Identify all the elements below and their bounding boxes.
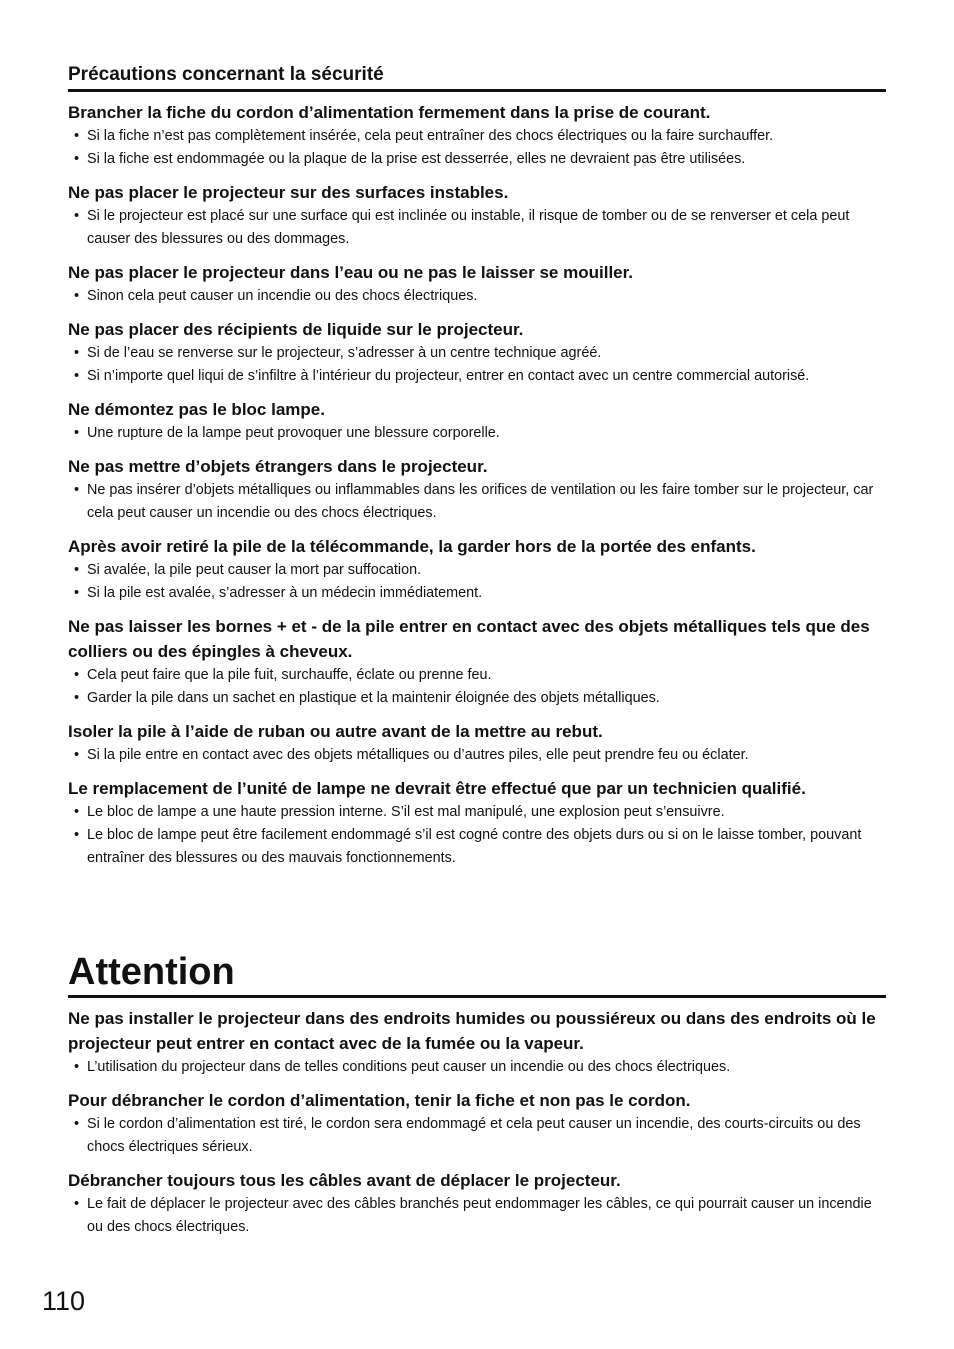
bullet-item: • Si le projecteur est placé sur une surface qui est inclinée ou instable, il risque de tomber ou de se renverser et cela peut causer des blessures ou des dommages. (68, 205, 886, 251)
bullet-list (68, 1056, 886, 1079)
safety-block-title: Ne pas mettre d’objets étrangers dans le projecteur. (68, 457, 488, 476)
bullet-list (68, 744, 886, 767)
bullet-list (68, 559, 886, 605)
attention-block-title: Ne pas installer le projecteur dans des endroits humides ou poussiéreux ou dans des endroits où le projecteur peut entrer en contact avec de la fumée ou la vapeur. (68, 1009, 876, 1053)
bullet-item: • Garder la pile dans un sachet en plastique et la maintenir éloignée des objets métalliques. (68, 687, 886, 710)
document-page (68, 62, 886, 1248)
safety-block (68, 260, 886, 308)
safety-block-title: Ne pas laisser les bornes + et - de la pile entrer en contact avec des objets métalliques tels que des colliers ou des épingles à cheveux. (68, 617, 870, 661)
safety-section-title: Précautions concernant la sécurité (68, 62, 886, 92)
safety-block (68, 397, 886, 445)
safety-block-title: Le remplacement de l’unité de lampe ne devrait être effectué que par un technicien qualifié. (68, 779, 806, 798)
bullet-list (68, 285, 886, 308)
bullet-item: • Le fait de déplacer le projecteur avec des câbles branchés peut endommager les câbles, ce qui pourrait causer un incendie ou des chocs électriques. (68, 1193, 886, 1239)
bullet-list (68, 479, 886, 525)
safety-block-title: Après avoir retiré la pile de la télécommande, la garder hors de la portée des enfants. (68, 537, 756, 556)
safety-block (68, 317, 886, 388)
safety-block-title: Brancher la fiche du cordon d’alimentation fermement dans la prise de courant. (68, 103, 711, 122)
bullet-item: • Une rupture de la lampe peut provoquer une blessure corporelle. (68, 422, 886, 445)
bullet-item: • Si avalée, la pile peut causer la mort par suffocation. (68, 559, 886, 582)
bullet-list (68, 125, 886, 171)
section-spacer (68, 879, 886, 949)
bullet-item: • Si la fiche est endommagée ou la plaque de la prise est desserrée, elles ne devraient pas être utilisées. (68, 148, 886, 171)
safety-block (68, 614, 886, 710)
attention-block (68, 1088, 886, 1159)
safety-block (68, 776, 886, 870)
bullet-item: • Le bloc de lampe peut être facilement endommagé s’il est cogné contre des objets durs ou si on le laisse tomber, pouvant entraîner des blessures ou des mauvais fonctionnements. (68, 824, 886, 870)
safety-block (68, 454, 886, 525)
bullet-list (68, 342, 886, 388)
bullet-item: • Cela peut faire que la pile fuit, surchauffe, éclate ou prenne feu. (68, 664, 886, 687)
safety-block-title: Ne pas placer des récipients de liquide sur le projecteur. (68, 320, 524, 339)
bullet-list (68, 1193, 886, 1239)
bullet-item: • Si de l’eau se renverse sur le projecteur, s’adresser à un centre technique agréé. (68, 342, 886, 365)
safety-block-title: Ne pas placer le projecteur dans l’eau ou ne pas le laisser se mouiller. (68, 263, 634, 282)
bullet-item: • Si la pile est avalée, s’adresser à un médecin immédiatement. (68, 582, 886, 605)
safety-block (68, 180, 886, 251)
attention-block (68, 1006, 886, 1079)
bullet-item: • Si le cordon d’alimentation est tiré, le cordon sera endommagé et cela peut causer un incendie, des courts-circuits ou des chocs électriques sérieux. (68, 1113, 886, 1159)
safety-block (68, 100, 886, 171)
safety-block-title: Ne démontez pas le bloc lampe. (68, 400, 325, 419)
page-number: 110 (42, 1286, 86, 1316)
bullet-item: • Ne pas insérer d’objets métalliques ou inflammables dans les orifices de ventilation ou les faire tomber sur le projecteur, car cela peut causer un incendie ou des chocs électriques. (68, 479, 886, 525)
attention-block-title: Pour débrancher le cordon d’alimentation, tenir la fiche et non pas le cordon. (68, 1091, 691, 1110)
safety-block-title: Isoler la pile à l’aide de ruban ou autre avant de la mettre au rebut. (68, 722, 603, 741)
bullet-list (68, 664, 886, 710)
bullet-item: • Si la pile entre en contact avec des objets métalliques ou d’autres piles, elle peut prendre feu ou éclater. (68, 744, 886, 767)
attention-block (68, 1168, 886, 1239)
bullet-item: • Si la fiche n’est pas complètement insérée, cela peut entraîner des chocs électriques ou la faire surchauffer. (68, 125, 886, 148)
bullet-list (68, 801, 886, 870)
bullet-list (68, 205, 886, 251)
bullet-item: • L’utilisation du projecteur dans de telles conditions peut causer un incendie ou des chocs électriques. (68, 1056, 886, 1079)
bullet-list (68, 422, 886, 445)
attention-title: Attention (68, 949, 886, 998)
bullet-item: • Si n’importe quel liqui de s’infiltre à l’intérieur du projecteur, entrer en contact avec un centre commercial autorisé. (68, 365, 886, 388)
bullet-item: • Le bloc de lampe a une haute pression interne. S’il est mal manipulé, une explosion peut s’ensuivre. (68, 801, 886, 824)
safety-block (68, 719, 886, 767)
attention-block-title: Débrancher toujours tous les câbles avant de déplacer le projecteur. (68, 1171, 621, 1190)
safety-block (68, 534, 886, 605)
safety-block-title: Ne pas placer le projecteur sur des surfaces instables. (68, 183, 509, 202)
bullet-list (68, 1113, 886, 1159)
bullet-item: • Sinon cela peut causer un incendie ou des chocs électriques. (68, 285, 886, 308)
